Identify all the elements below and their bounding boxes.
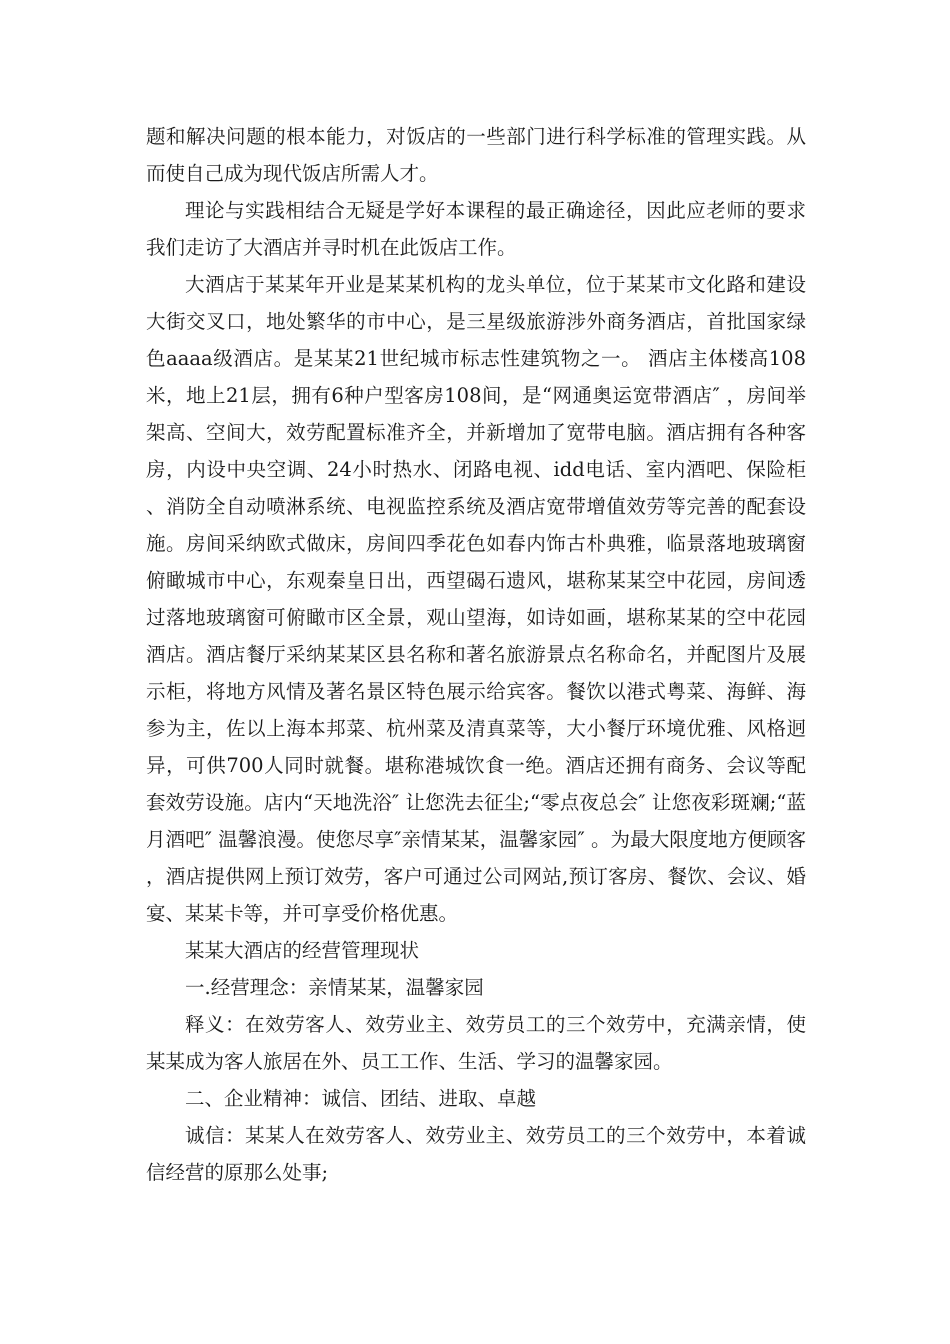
heading-business-philosophy: 一.经营理念：亲情某某，温馨家园 [185, 976, 484, 999]
document-body [146, 118, 806, 1191]
paragraph-continuation: 题和解决问题的根本能力，对饭店的一些部门进行科学标准的管理实践。从而使自己成为现代饭店所需人才。 [146, 125, 806, 185]
paragraph-theory-practice: 理论与实践相结合无疑是学好本课程的最正确途径，因此应老师的要求我们走访了大酒店并寻时机在此饭店工作。 [146, 199, 806, 259]
paragraph-integrity: 诚信：某某人在效劳客人、效劳业主、效劳员工的三个效劳中，本着诚信经营的原那么处事; [146, 1124, 806, 1184]
heading-corporate-spirit: 二、企业精神：诚信、团结、进取、卓越 [185, 1087, 537, 1110]
paragraph-philosophy-explanation: 释义：在效劳客人、效劳业主、效劳员工的三个效劳中，充满亲情，使某某成为客人旅居在外、员工工作、生活、学习的温馨家园。 [146, 1013, 806, 1073]
paragraph-hotel-introduction: 大酒店于某某年开业是某某机构的龙头单位，位于某某市文化路和建设大街交叉口，地处繁华的市中心，是三星级旅游涉外商务酒店，首批国家绿色aaaa级酒店。是某某21世纪城市标志性建筑物之一。 酒店主体楼高108米，地上21层，拥有6种户型客房108间，是“网通奥运宽带酒店″ ，房间举架高、空间大，效劳配置标准齐全，并新增加了宽带电脑。酒店拥有各种客房，内设中央空调、24小时热水、闭路电视、idd电话、室内酒吧、保险柜、消防全自动喷淋系统、电视监控系统及酒店宽带增值效劳等完善的配套设施。房间采纳欧式做床，房间四季花色如春内饰古朴典雅，临景落地玻璃窗俯瞰城市中心，东观秦皇日出，西望碣石遗风，堪称某某空中花园，房间透过落地玻璃窗可俯瞰市区全景，观山望海，如诗如画，堪称某某的空中花园酒店。酒店餐厅采纳某某区县名称和著名旅游景点名称命名，并配图片及展示柜，将地方风情及著名景区特色展示给宾客。餐饮以港式粤菜、海鲜、海参为主，佐以上海本邦菜、杭州菜及清真菜等，大小餐厅环境优雅、风格迥异，可供700人同时就餐。堪称港城饮食一绝。酒店还拥有商务、会议等配套效劳设施。店内“天地洗浴″ 让您洗去征尘;“零点夜总会″ 让您夜彩斑斓;“蓝月酒吧″ 温馨浪漫。使您尽享″亲情某某，温馨家园″ 。为最大限度地方便顾客，酒店提供网上预订效劳，客户可通过公司网站,预订客房、餐饮、会议、婚宴、某某卡等，并可享受价格优惠。 [146, 273, 806, 925]
section-heading-management-status: 某某大酒店的经营管理现状 [185, 939, 420, 962]
